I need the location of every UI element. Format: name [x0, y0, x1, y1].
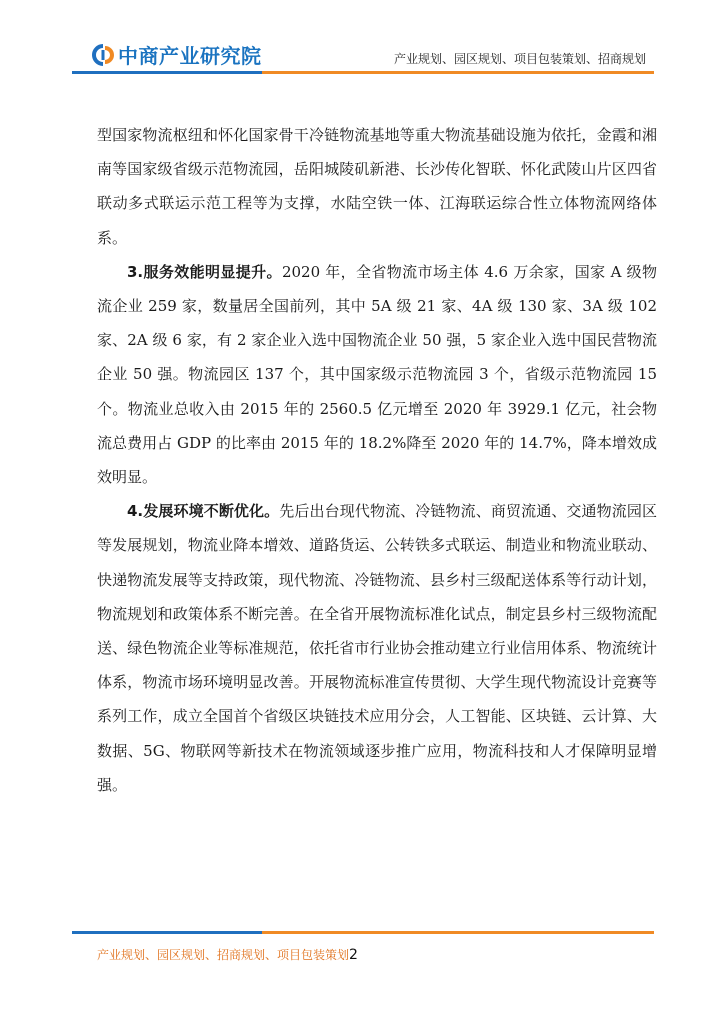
page-header — [0, 0, 724, 80]
page-number: 2 — [349, 947, 358, 963]
brand-logo-icon — [92, 44, 114, 66]
paragraph-infrastructure: 型国家物流枢纽和怀化国家骨干冷链物流基地等重大物流基础设施为依托，金霞和湘南等国家级省级示范物流园，岳阳城陵矶新港、长沙传化智联、怀化武陵山片区四省联动多式联运示范工程等为支撑，水陆空铁一体、江海联运综合性立体物流网络体系。 — [97, 126, 657, 247]
header-rule-blue — [72, 71, 262, 74]
section-heading-service-efficiency: 3.服务效能明显提升。 — [127, 262, 282, 281]
header-rule-orange — [262, 71, 654, 74]
brand-name: 中商产业研究院 — [118, 44, 262, 68]
brand-logo — [92, 40, 262, 69]
footer-rule-orange — [262, 931, 654, 934]
paragraph-service-efficiency-body: 2020 年，全省物流市场主体 4.6 万余家，国家 A 级物流企业 259 家，数量居全国前列，其中 5A 级 21 家、4A 级 130 家、3A 级 102 家、2A 级 6 家，有 2 家企业入选中国物流企业 50 强，5 家企业入选中国民营物流企业 50 强。物流园区 137 个，其中国家级示范物流园 3 个，省级示范物流园 15 个。物流业总收入由 2015 年的 2560.5 亿元增至 2020 年 3929.1 亿元，社会物流总费用占 GDP 的比率由 2015 年的 18.2%降至 2020 年的 14.7%，降本增效成效明显。 — [97, 262, 657, 487]
paragraph-environment — [97, 494, 657, 802]
footer-rule-blue — [72, 931, 262, 934]
footer-slogan: 产业规划、园区规划、招商规划、项目包装策划 — [97, 948, 350, 962]
document-body — [97, 118, 657, 802]
paragraph-environment-body: 先后出台现代物流、冷链物流、商贸流通、交通物流园区等发展规划，物流业降本增效、道路货运、公转铁多式联运、制造业和物流业联动、快递物流发展等支持政策，现代物流、冷链物流、县乡村三级配送体系等行动计划，物流规划和政策体系不断完善。在全省开展物流标准化试点，制定县乡村三级物流配送、绿色物流企业等标准规范，依托省市行业协会推动建立行业信用体系、物流统计体系，物流市场环境明显改善。开展物流标准宣传贯彻、大学生现代物流设计竞赛等系列工作，成立全国首个省级区块链技术应用分会，人工智能、区块链、云计算、大数据、5G、物联网等新技术在物流领域逐步推广应用，物流科技和人才保障明显增强。 — [97, 502, 657, 794]
header-slogan: 产业规划、园区规划、项目包装策划、招商规划 — [393, 52, 646, 66]
paragraph-service-efficiency — [97, 255, 657, 494]
page-footer — [97, 946, 358, 963]
section-heading-environment: 4.发展环境不断优化。 — [127, 502, 280, 521]
